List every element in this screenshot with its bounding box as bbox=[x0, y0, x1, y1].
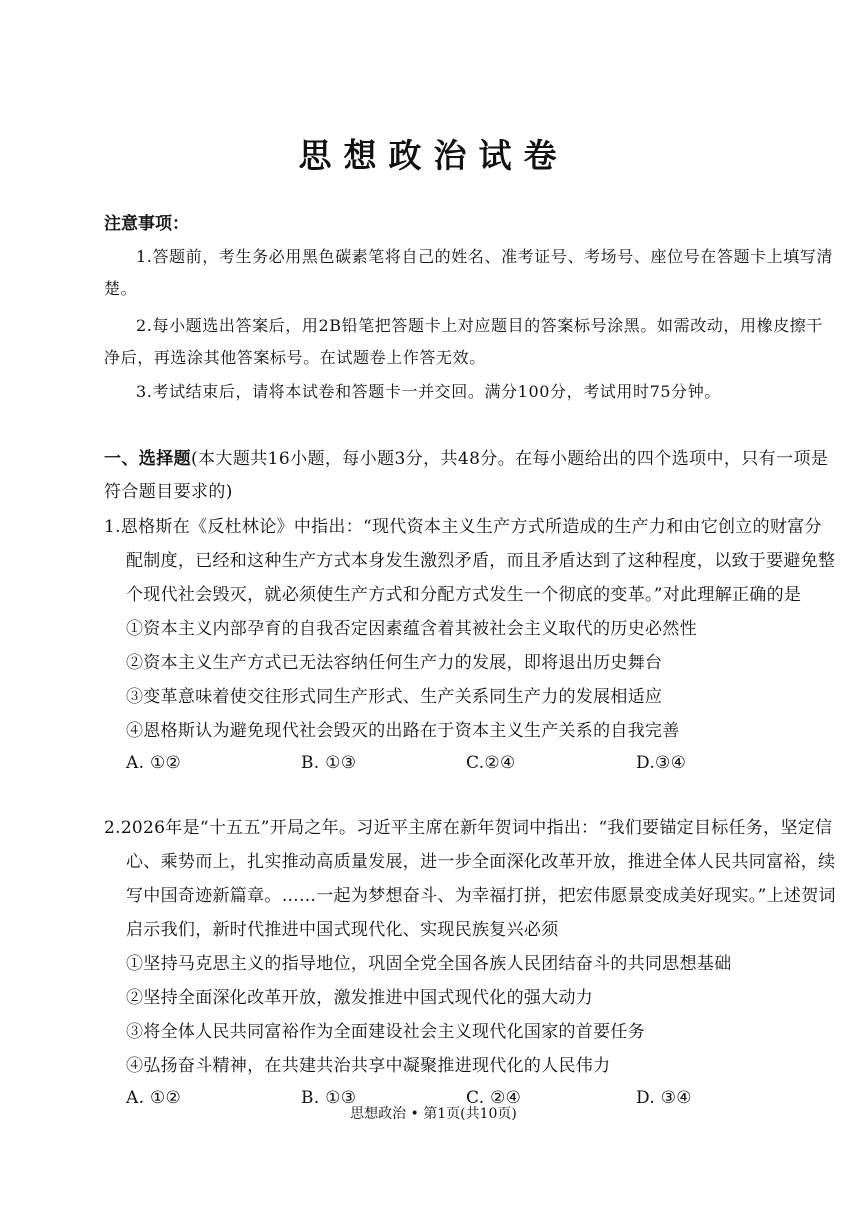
section-title: 一、选择题 bbox=[104, 449, 191, 469]
choice-c: C. ②④ bbox=[466, 1088, 522, 1108]
choice-c: C.②④ bbox=[466, 753, 516, 773]
choice-d: D.③④ bbox=[636, 753, 687, 773]
section-heading bbox=[104, 443, 834, 509]
question-option: ④弘扬奋斗精神，在共建共治共享中凝聚推进现代化的人民伟力 bbox=[126, 1056, 611, 1076]
choice-a: A. ①② bbox=[126, 753, 182, 773]
page-footer: 思想政治 • 第1页(共10页) bbox=[350, 1106, 517, 1122]
notice-item-3: 3.考试结束后，请将本试卷和答题卡一并交回。满分100分，考试用时75分钟。 bbox=[136, 382, 721, 401]
notice-item-2: 2.每小题选出答案后，用2B铅笔把答题卡上对应题目的答案标号涂黑。如需改动，用橡皮擦干净后，再选涂其他答案标号。在试题卷上作答无效。 bbox=[104, 316, 824, 367]
question-2 bbox=[104, 811, 836, 1113]
page-title: 思想政治试卷 bbox=[298, 136, 569, 175]
question-option: ②坚持全面深化改革开放，激发推进中国式现代化的强大动力 bbox=[126, 988, 594, 1008]
section-description: (本大题共16小题，每小题3分，共48分。在每小题给出的四个选项中，只有一项是符合题目要求的) bbox=[104, 449, 829, 502]
question-option: ①坚持马克思主义的指导地位，巩固全党全国各族人民团结奋斗的共同思想基础 bbox=[126, 954, 732, 974]
choice-b: B. ①③ bbox=[301, 1088, 357, 1108]
notice-heading: 注意事项： bbox=[104, 214, 189, 234]
notice-item-1: 1.答题前，考生务必用黑色碳素笔将自己的姓名、准考证号、考场号、座位号在答题卡上填写清楚。 bbox=[104, 247, 834, 298]
choice-b: B. ①③ bbox=[301, 753, 357, 773]
choice-a: A. ①② bbox=[126, 1088, 182, 1108]
answer-choices bbox=[104, 748, 836, 778]
question-stem: 2.2026年是“十五五”开局之年。习近平主席在新年贺词中指出：“我们要锚定目标任务，坚定信心、乘势而上，扎实推动高质量发展，进一步全面深化改革开放，推进全体人民共同富裕，续写中国奇迹新篇章。……一起为梦想奋斗、为幸福打拼，把宏伟愿景变成美好现实。”上述贺词启示我们，新时代推进中国式现代化、实现民族复兴必须 bbox=[104, 818, 836, 940]
question-option: ②资本主义生产方式已无法容纳任何生产力的发展，即将退出历史舞台 bbox=[126, 653, 663, 673]
question-option: ①资本主义内部孕育的自我否定因素蕴含着其被社会主义取代的历史必然性 bbox=[126, 619, 697, 639]
question-stem: 1.恩格斯在《反杜林论》中指出：“现代资本主义生产方式所造成的生产力和由它创立的财富分配制度，已经和这种生产方式本身发生激烈矛盾，而且矛盾达到了这种程度，以致于要避免整个现代社会毁灭，就必须使生产方式和分配方式发生一个彻底的变革。”对此理解正确的是 bbox=[104, 517, 836, 605]
question-option: ③变革意味着使交往形式同生产形式、生产关系同生产力的发展相适应 bbox=[126, 687, 663, 707]
question-option: ③将全体人民共同富裕作为全面建设社会主义现代化国家的首要任务 bbox=[126, 1022, 645, 1042]
question-1 bbox=[104, 510, 836, 778]
choice-d: D. ③④ bbox=[636, 1088, 692, 1108]
question-option: ④恩格斯认为避免现代社会毁灭的出路在于资本主义生产关系的自我完善 bbox=[126, 721, 680, 741]
